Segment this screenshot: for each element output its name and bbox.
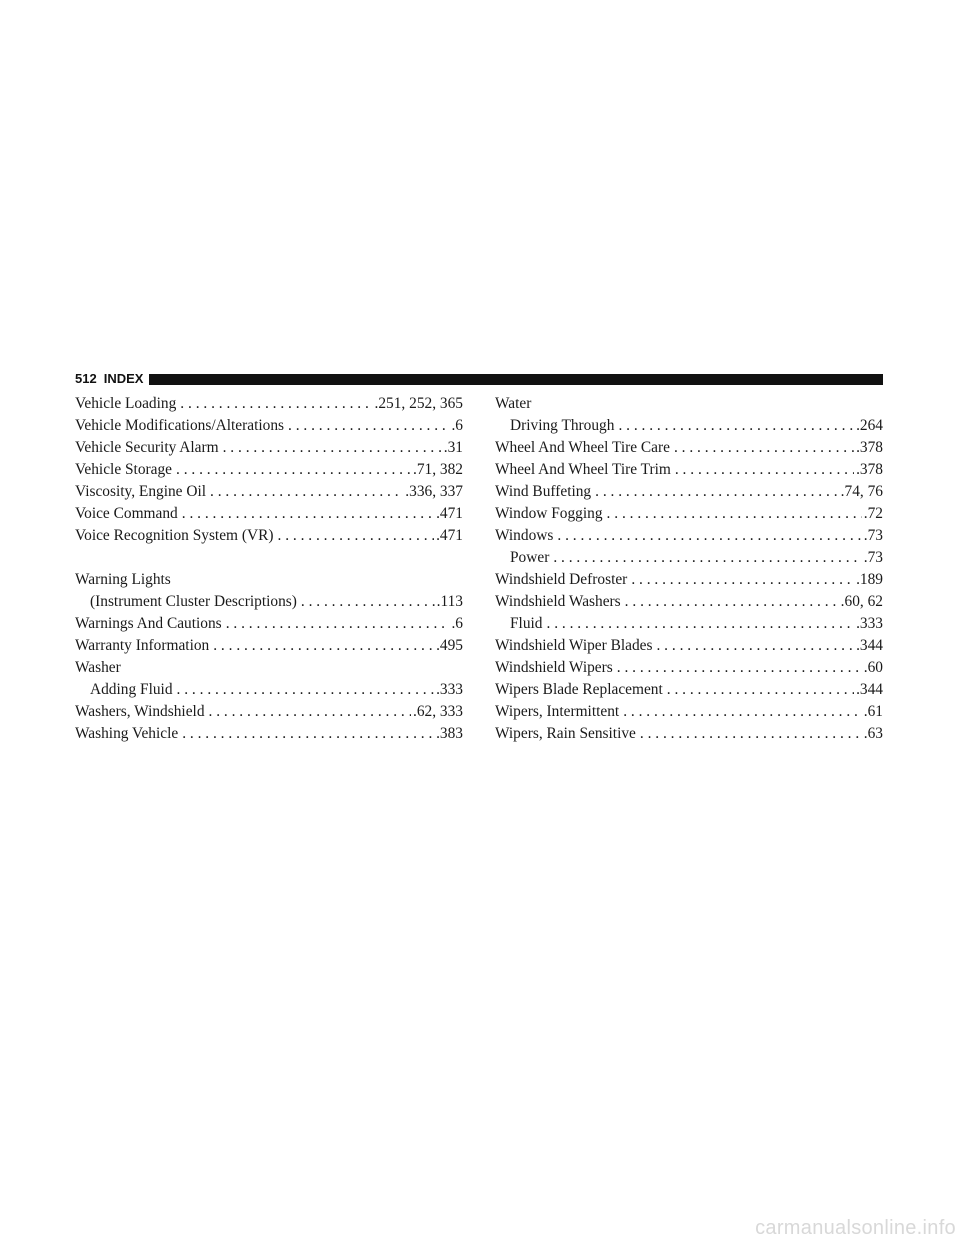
- page-header: [75, 371, 883, 387]
- index-page-refs: .60, 62: [840, 593, 883, 610]
- index-entry: [75, 437, 463, 459]
- index-page-refs: .333: [856, 615, 883, 632]
- index-page-refs: .378: [856, 461, 883, 478]
- dot-leader: [674, 437, 854, 459]
- index-page-refs: .336, 337: [405, 483, 463, 500]
- index-entry: [75, 569, 463, 591]
- index-term: Vehicle Modifications/Alterations: [75, 417, 285, 434]
- dot-leader: [675, 459, 854, 481]
- index-page-refs: .60: [863, 659, 883, 676]
- dot-leader: [213, 635, 434, 657]
- index-term: Power: [510, 549, 550, 566]
- index-entry: [75, 525, 463, 547]
- index-entry: [75, 393, 463, 415]
- dot-leader: [618, 415, 854, 437]
- index-page-refs: .333: [436, 681, 463, 698]
- index-entry: [495, 481, 883, 503]
- index-term: Windshield Washers: [495, 593, 621, 610]
- index-page-refs: .71, 382: [412, 461, 463, 478]
- index-term: Warranty Information: [75, 637, 210, 654]
- index-term: Wipers, Rain Sensitive: [495, 725, 636, 742]
- index-term: Fluid: [510, 615, 543, 632]
- index-term: (Instrument Cluster Descriptions): [90, 593, 297, 610]
- dot-leader: [553, 547, 861, 569]
- dot-leader: [617, 657, 862, 679]
- index-page-refs: .6: [451, 417, 463, 434]
- index-entry: [495, 635, 883, 657]
- dot-leader: [595, 481, 839, 503]
- index-page-refs: .189: [856, 571, 883, 588]
- index-subentry: [495, 613, 883, 635]
- dot-leader: [631, 569, 854, 591]
- index-subentry: [495, 415, 883, 437]
- index-page-refs: .344: [856, 681, 883, 698]
- index-entry: [75, 481, 463, 503]
- dot-leader: [301, 591, 435, 613]
- index-term: Vehicle Loading: [75, 395, 177, 412]
- index-entry: [75, 503, 463, 525]
- dot-leader: [210, 481, 403, 503]
- dot-leader: [182, 503, 434, 525]
- index-term: Driving Through: [510, 417, 615, 434]
- index-entry: [495, 701, 883, 723]
- index-page-refs: .73: [863, 549, 883, 566]
- dot-leader: [557, 525, 861, 547]
- index-term: Vehicle Storage: [75, 461, 173, 478]
- dot-leader: [607, 503, 862, 525]
- index-term: Windshield Defroster: [495, 571, 628, 588]
- index-entry: [495, 679, 883, 701]
- index-term: Voice Recognition System (VR): [75, 527, 274, 544]
- dot-leader: [182, 723, 434, 745]
- index-column-right: [495, 393, 883, 745]
- index-spacer: [75, 547, 463, 569]
- dot-leader: [226, 613, 450, 635]
- index-page-refs: .471: [436, 505, 463, 522]
- dot-leader: [288, 415, 449, 437]
- index-page-refs: .72: [863, 505, 883, 522]
- index-term: Washing Vehicle: [75, 725, 179, 742]
- index-term: Viscosity, Engine Oil: [75, 483, 207, 500]
- index-page-refs: .495: [436, 637, 463, 654]
- index-entry: [75, 459, 463, 481]
- index-page-refs: .62, 333: [412, 703, 463, 720]
- index-term: Wipers, Intermittent: [495, 703, 620, 720]
- index-page-refs: .31: [443, 439, 463, 456]
- watermark: carmanualsonline.info: [755, 1217, 956, 1239]
- index-subentry: [75, 679, 463, 701]
- index-term: Wind Buffeting: [495, 483, 592, 500]
- index-term: Water: [495, 395, 532, 412]
- dot-leader: [640, 723, 862, 745]
- index-entry: [495, 393, 883, 415]
- index-entry: [75, 701, 463, 723]
- index-page-refs: .264: [856, 417, 883, 434]
- index-entry: [495, 657, 883, 679]
- index-subentry: [495, 547, 883, 569]
- index-column-left: [75, 393, 463, 745]
- index-term: Wheel And Wheel Tire Trim: [495, 461, 671, 478]
- index-term: Windows: [495, 527, 554, 544]
- index-page-refs: .61: [863, 703, 883, 720]
- section-title: INDEX: [103, 371, 144, 386]
- index-term: Warnings And Cautions: [75, 615, 222, 632]
- index-page-refs: .383: [436, 725, 463, 742]
- dot-leader: [209, 701, 411, 723]
- index-term: Washer: [75, 659, 121, 676]
- index-entry: [495, 459, 883, 481]
- index-entry: [75, 415, 463, 437]
- header-rule: [149, 374, 883, 385]
- index-page-refs: .378: [856, 439, 883, 456]
- index-page-refs: .113: [436, 593, 463, 610]
- index-entry: [495, 569, 883, 591]
- index-entry: [75, 613, 463, 635]
- index-term: Warning Lights: [75, 571, 171, 588]
- dot-leader: [223, 437, 442, 459]
- index-term: Voice Command: [75, 505, 178, 522]
- index-entry: [495, 591, 883, 613]
- index-entry: [495, 525, 883, 547]
- index-entry: [495, 503, 883, 525]
- index-page-refs: .73: [863, 527, 883, 544]
- index-page-refs: .63: [863, 725, 883, 742]
- page-number: 512: [75, 371, 97, 386]
- dot-leader: [623, 701, 862, 723]
- dot-leader: [180, 393, 372, 415]
- index-entry: [495, 723, 883, 745]
- dot-leader: [656, 635, 854, 657]
- index-subentry: [75, 591, 463, 613]
- dot-leader: [278, 525, 435, 547]
- index-term: Windshield Wiper Blades: [495, 637, 653, 654]
- index-page-refs: .344: [856, 637, 883, 654]
- index-term: Adding Fluid: [90, 681, 173, 698]
- dot-leader: [625, 591, 839, 613]
- index-term: Window Fogging: [495, 505, 603, 522]
- index-page-refs: .251, 252, 365: [374, 395, 463, 412]
- index-term: Windshield Wipers: [495, 659, 613, 676]
- index-entry: [75, 635, 463, 657]
- index-entry: [495, 437, 883, 459]
- index-page-refs: .471: [436, 527, 463, 544]
- dot-leader: [176, 459, 411, 481]
- dot-leader: [547, 613, 855, 635]
- index-page-refs: .6: [451, 615, 463, 632]
- dot-leader: [177, 679, 435, 701]
- index-entry: [75, 657, 463, 679]
- index-term: Wipers Blade Replacement: [495, 681, 663, 698]
- index-page-refs: .74, 76: [840, 483, 883, 500]
- index-term: Vehicle Security Alarm: [75, 439, 219, 456]
- index-term: Wheel And Wheel Tire Care: [495, 439, 670, 456]
- index-entry: [75, 723, 463, 745]
- index-term: Washers, Windshield: [75, 703, 205, 720]
- dot-leader: [667, 679, 854, 701]
